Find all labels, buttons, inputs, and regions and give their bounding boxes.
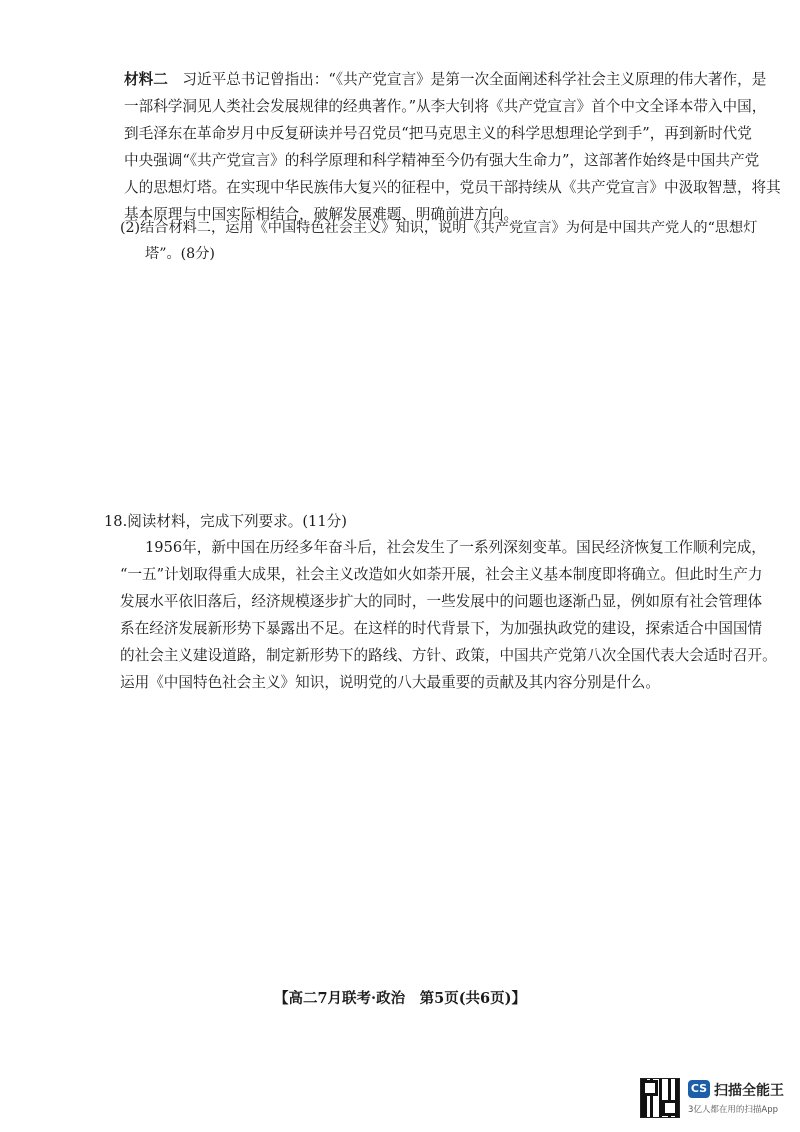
camscanner-tagline: 3亿人都在用的扫描App [688,1105,779,1115]
question-eighteen-line-4: 系在经济发展新形势下暴露出不足。在这样的时代背景下，为加强执政党的建设，探索适合中国国情 [120,620,763,637]
question-two-line-1: (2)结合材料二，运用《中国特色社会主义》知识，说明《共产党宣言》为何是中国共产党人的“思想灯 [120,220,758,236]
material-two-line-6: 基本原理与中国实际相结合，破解发展难题、明确前进方向。 [124,206,519,223]
question-eighteen-heading: 18.阅读材料，完成下列要求。(11分) [104,513,347,530]
question-two-line-2: 塔”。(8分) [145,246,215,262]
camscanner-name: 扫描全能王 [714,1083,784,1099]
material-two-line-5: 人的思想灯塔。在实现中华民族伟大复兴的征程中，党员干部持续从《共产党宣言》中汲取智慧，将其 [124,179,781,196]
camscanner-logo: CS [688,1080,710,1098]
material-two-line-4: 中央强调“《共产党宣言》的科学原理和科学精神至今仍有强大生命力”，这部著作始终是中国共产党 [124,152,760,169]
material-two-line-3: 到毛泽东在革命岁月中反复研读并号召党员“把马克思主义的科学思想理论学到手”，再到新时代党 [124,125,752,142]
page-footer: 【高二7月联考·政治 第5页(共6页)】 [273,990,527,1007]
question-eighteen-line-5: 的社会主义建设道路，制定新形势下的路线、方针、政策，中国共产党第八次全国代表大会适时召开。 [120,647,777,664]
material-two-line-1: 材料二 习近平总书记曾指出：“《共产党宣言》是第一次全面阐述科学社会主义原理的伟大著作，是 [124,71,767,88]
question-eighteen-line-1: 1956年，新中国在历经多年奋斗后，社会发生了一系列深刻变革。国民经济恢复工作顺利完成， [145,539,766,556]
question-eighteen-line-2: “一五”计划取得重大成果，社会主义改造如火如荼开展，社会主义基本制度即将确立。但此时生产力 [120,566,763,583]
qr-code-icon [640,1078,680,1118]
material-two-label: 材料二 [124,71,168,88]
question-eighteen-line-6: 运用《中国特色社会主义》知识，说明党的八大最重要的贡献及其内容分别是什么。 [120,674,660,691]
question-eighteen-line-3: 发展水平依旧落后，经济规模逐步扩大的同时，一些发展中的问题也逐渐凸显，例如原有社会管理体 [120,593,763,610]
material-two-line-2: 一部科学洞见人类社会发展规律的经典著作。”从李大钊将《共产党宣言》首个中文全译本带入中国， [124,98,767,115]
